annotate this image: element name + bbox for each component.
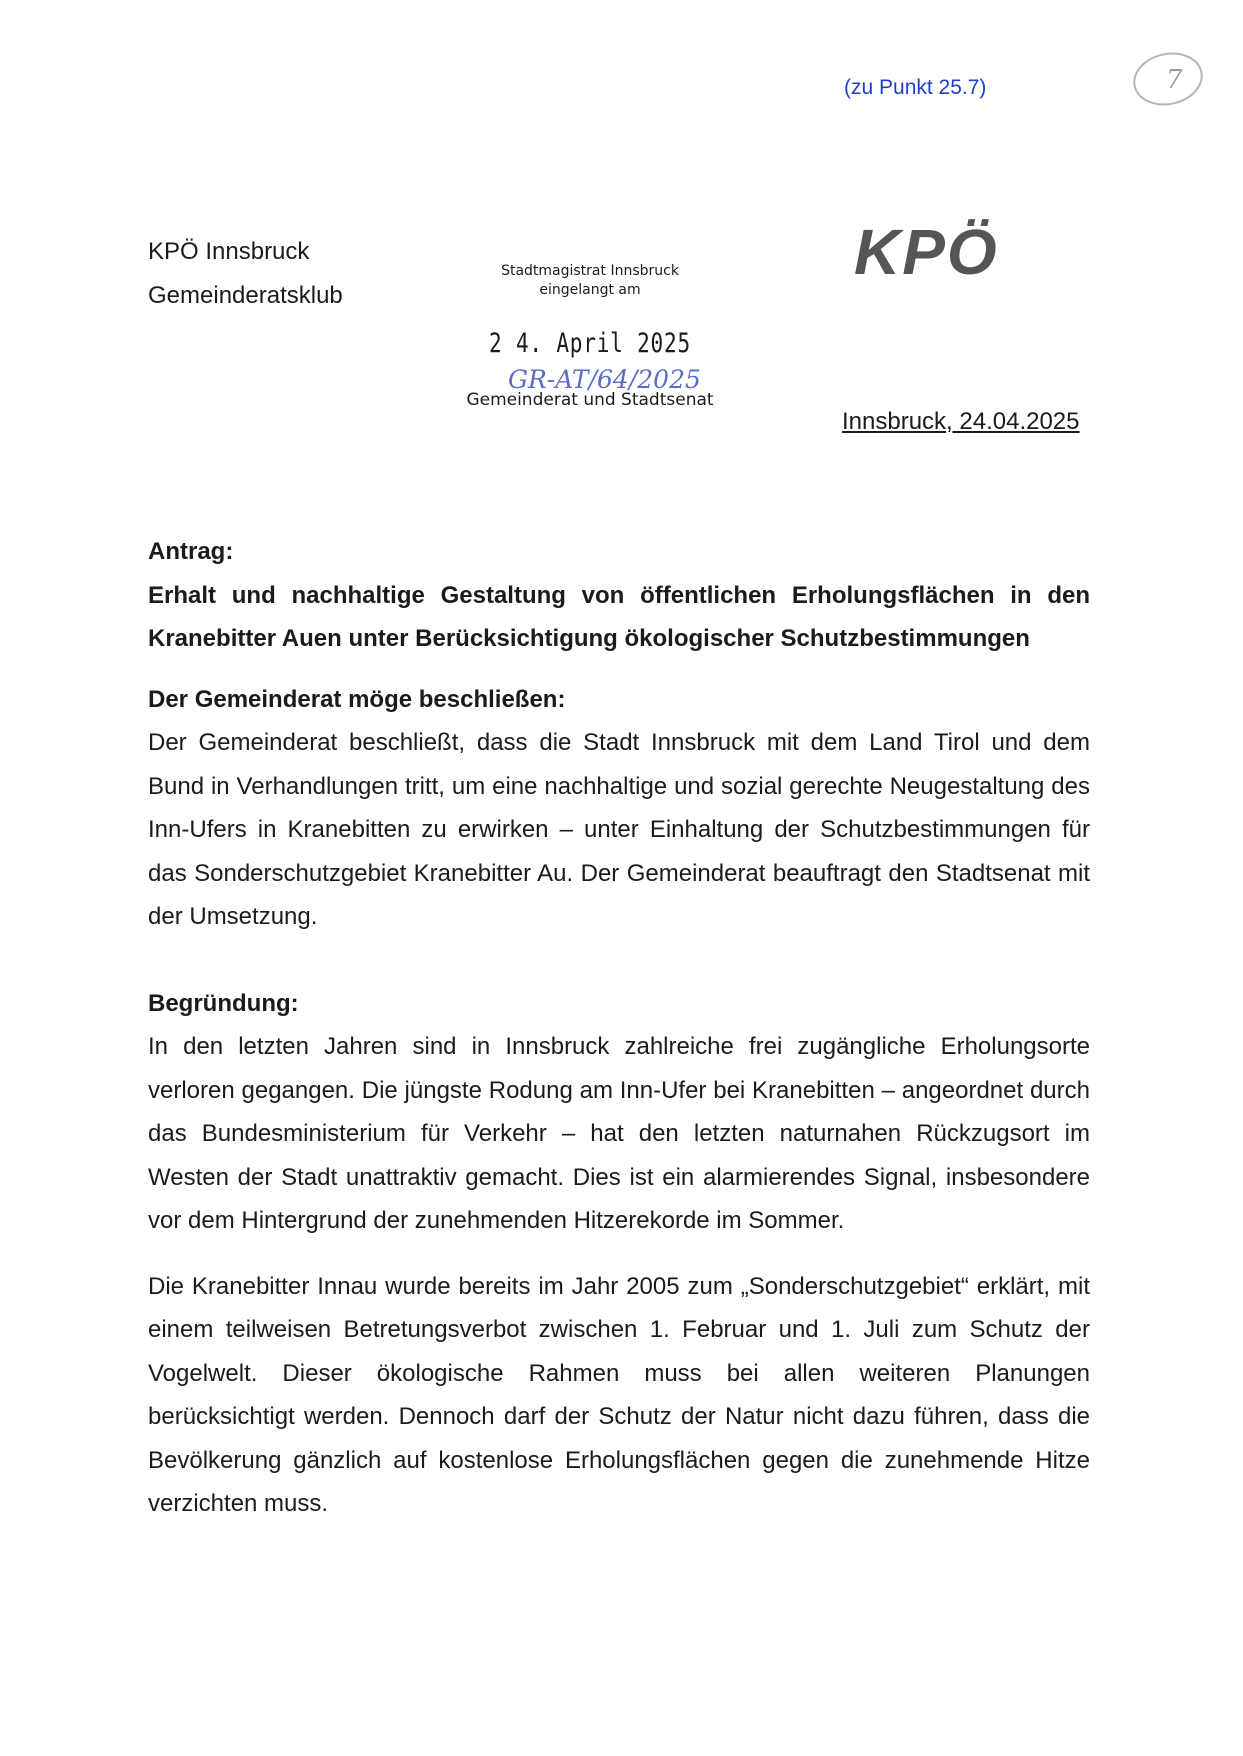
resolution-text: Der Gemeinderat beschließt, dass die Stadt Innsbruck mit dem Land Tirol und dem Bund in Verhandlungen tritt, um eine nachhaltige und sozial gerechte Neugestaltung des Inn-Ufers in Kranebitten zu erwirken – unter Einhaltung der Schutzbestimmungen für das Sonderschutzgebiet Kranebitter Au. Der Gemeinderat beauftragt den Stadtsenat mit der Umsetzung. [148, 729, 1090, 930]
sender-block [148, 230, 343, 318]
reason-paragraph-1: In den letzten Jahren sind in Innsbruck zahlreiche frei zugängliche Erholungsorte verloren gegangen. Die jüngste Rodung am Inn-Ufer bei Kranebitten – angeordnet durch das Bundesministerium für Verkehr – hat den letzten naturnahen Rückzugsort im Westen der Stadt unattraktiv gemacht. Dies ist ein alarmierendes Signal, insbesondere vor dem Hintergrund der zunehmenden Hitzerekorde im Sommer. [148, 1033, 1090, 1234]
reason-heading: Begründung: [148, 989, 299, 1017]
stamp-department: Gemeinderat und Stadtsenat [466, 390, 714, 410]
stamp-date: 2 4. April 2025 [489, 328, 691, 359]
stamp-office: Stadtmagistrat Innsbruck [501, 263, 679, 279]
place-and-date: Innsbruck, 24.04.2025 [842, 408, 1080, 435]
sender-line-2: Gemeinderatsklub [148, 282, 343, 309]
receipt-stamp [440, 262, 740, 410]
page-number-circle [1128, 48, 1208, 110]
kpo-logo [852, 218, 1042, 286]
antrag-label: Antrag: [148, 538, 234, 565]
motion-title: Erhalt und nachhaltige Gestaltung von öffentlichen Erholungsflächen in den Kranebitter Auen unter Berücksichtigung ökologischer Schutzbestimmungen [148, 581, 1090, 652]
agenda-reference: (zu Punkt 25.7) [844, 76, 987, 99]
page-number-mark: 7 [1166, 65, 1183, 95]
resolution-heading: Der Gemeinderat möge beschließen: [148, 685, 566, 713]
document-body [148, 530, 1090, 1526]
svg-text:GR-AT/64/2025: GR-AT/64/2025 [508, 365, 701, 394]
svg-text:KPÖ: KPÖ [854, 218, 999, 286]
sender-line-1: KPÖ Innsbruck [148, 238, 310, 265]
stamp-received-label: eingelangt am [539, 282, 641, 298]
reason-paragraph-2: Die Kranebitter Innau wurde bereits im Jahr 2005 zum „Sonderschutzgebiet“ erklärt, mit einem teilweisen Betretungsverbot zwischen 1. Februar und 1. Juli zum Schutz der Vogelwelt. Dieser ökologische Rahmen muss bei allen weiteren Planungen berücksichtigt werden. Dennoch darf der Schutz der Natur nicht dazu führen, dass die Bevölkerung gänzlich auf kostenlose Erholungsflächen gegen die zunehmende Hitze verzichten muss. [148, 1272, 1090, 1517]
